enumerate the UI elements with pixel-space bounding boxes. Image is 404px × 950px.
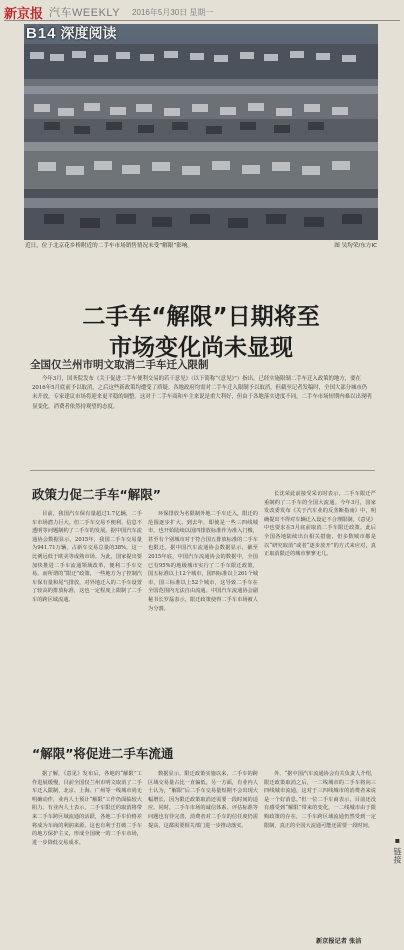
column-text: 据了解，《意见》发布后，各地的“解限”工作进展缓慢，目前全国仅兰州市明文取消了二手车迁入限制，北京、上海、广州等一线城市尚无明确动作，业内人士预计“解限”工作仍面临较大阻力。有业内人士表示，二手车限迁的取消将带来二手车跨区域流通的活跃，各地二手车价格差将成为车商的利润来源，这也有利于打破二手车的地方保护主义，形成全国统一的二手车市场，进一步降低交易成本。 (32, 771, 142, 846)
section-header (24, 24, 378, 42)
section-2-title: “解限”将促进二手车流通 (32, 746, 174, 761)
caption-text: 近日，位于北京花乡桥附近的二手车市场销售情况未受“解限”影响。 (25, 243, 194, 249)
column-text: 数据显示，限迁政策实施以来，二手车的跨区域交易量占比一直偏低。另一方面，有业内人士认为，“解限”后二手车交易量短期不会出现大幅增长，因为限迁政策取消还需要一段时间的适应。同时，二手车市场的诚信体系、评估标准等问题也有待完善，消费者对二手车的信任度仍需提高，这都需要相关部门进一步推动落实。 (148, 771, 258, 829)
issue-date: 2016年5月30日 星期一 (132, 7, 214, 17)
column-text: 外，“据中国汽车流通协会有关负责人介绍，限迁政策取消之后，一二线城市的二手车将向三四线城市流通，这对于三四线城市的消费者来说是一个好消息。”但一位二手车商表示，目前还没有感受到“解限”带来的变化，一二线城市由于限购政策的存在，二手车跨区域流通仍然受到一定限制，真正的全国大流通可能还需要一段时间。 (264, 771, 376, 829)
section-1-title: 政策力促二手车“解限” (32, 487, 161, 502)
column-text: 长沈荣此前接受采访时表示，二手车限迁严重制约了二手车的全国大流通。今年3月，国家发改委发布《关于汽车业的反垄断指南》中，明确提出不得对车辆迁入设定不合理限制，《意见》中也要求在5月底前取消二手车限迁政策。此后全国各地陆续出台相关措施，但多数城市都是以“研究取消”或者“逐步放开”的方式来应对，真正取消限迁的城市寥寥无几。 (264, 491, 376, 558)
article-headline (26, 302, 376, 364)
divider (30, 470, 375, 471)
section-title: 深度阅读 (60, 26, 117, 42)
market-photo (24, 24, 378, 240)
link-tag: ▪ 链接 (393, 836, 402, 864)
newspaper-logo: 新京报 (4, 6, 44, 22)
lead-text: 今年3月，国务院发布《关于促进二手车便利交易的若干意见》（以下简称“《意见》”）指出，已经实施限制二手车迁入政策的地方，要在2016年5月底前予以取消，之后这些新政策均遭受了质疑。各地政府均需对二手车迁入限制予以取消，但截至记者发稿时，全国大部分城市仍未开放，专家建议市场将迎来更平稳的调整。这对于二手车商和车主来说是重大利好，但由于各地落实进度不同，二手车市场短期内难以出现明显变化，消费者依然持观望的态度。 (32, 376, 372, 410)
weekly-label: 汽车WEEKLY (49, 7, 121, 19)
column-text: 目前，我国汽车保有量超过1.7亿辆，二手车市场潜力巨大。但二手车交易不便利、信息不透明等问题制约了二手车的发展。据中国汽车流通协会数据显示，2015年，我国二手车交易量为941.71万辆，占新车交易总量的38%，这一比例远低于欧美等成熟市场。为此，国家提出要加快推进二手车流通领域改革，便利二手车交易。而所谓的“限迁”政策，一些地方为了控制汽车保有量和尾气排放，对外地迁入的二手车设置了较高的排放标准，这也一定程度上限制了二手车的跨区域流通。 (32, 511, 142, 603)
byline: 新京报记者 张洁 (316, 938, 362, 945)
parking-lot-image (24, 24, 378, 240)
photo-credit: 图 吴均荣/东方IC (334, 243, 377, 249)
headline-line-2: 市场变化尚未显现 (109, 335, 293, 361)
masthead (4, 4, 400, 21)
section-2-column-2 (148, 770, 258, 948)
headline-line-1: 二手车“解限”日期将至 (82, 304, 320, 330)
section-1-column-2 (148, 510, 258, 740)
photo-caption (25, 241, 377, 249)
column-text: 环保排放为名限制外地二手车迁入，限迁的范围逐步扩大。到去年，即使是一些三四线城市，也开始陆续以国四排放标准作为准入门槛，甚至有个别城市对于符合国五排放标准的二手车也限迁。据中国汽车流通协会数据显示，截至2015年底，中国汽车流通协会的数据中，全国已有95%的地级城市实行了二手车限迁政策，国五标准以上12个城市，国四标准以上261个城市，国三标准以上52个城市，这导致二手车在全国范围内无法自由流通。中国汽车流通协会副秘书长罗磊表示，限迁政策使得二手车市场被人为分割。 (148, 511, 258, 612)
section-1-column-1 (32, 510, 142, 740)
section-2-column-1 (32, 770, 142, 948)
lead-paragraph (32, 375, 372, 412)
article-subhead: 全国仅兰州市明文取消二手车迁入限制 (30, 359, 209, 371)
section-1-column-3 (264, 490, 376, 740)
section-2-column-3 (264, 770, 376, 932)
page-number: B14 (26, 24, 57, 42)
